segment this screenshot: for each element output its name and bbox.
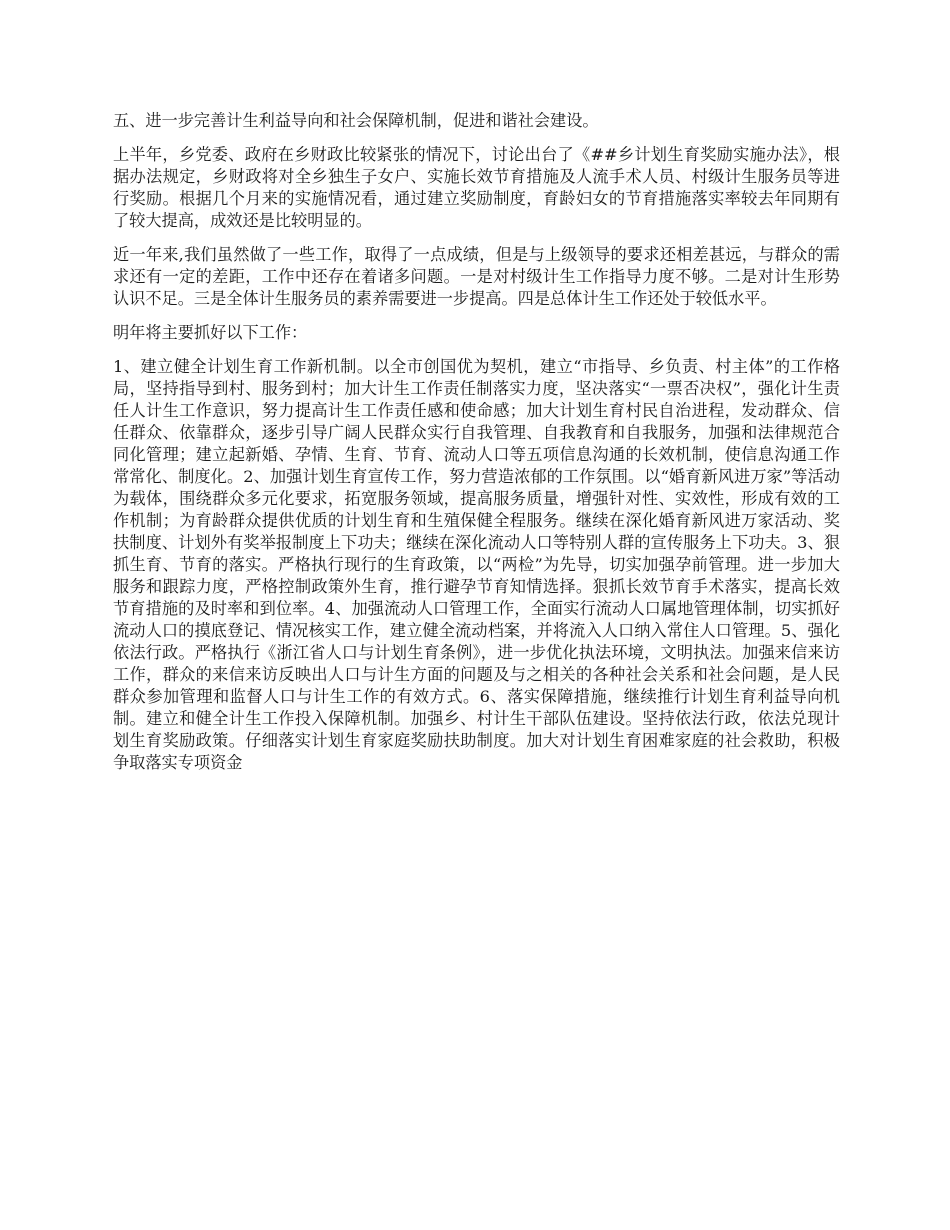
document-body xyxy=(113,110,840,786)
paragraph-work-plan: 1、建立健全计划生育工作新机制。以全市创国优为契机，建立“市指导、乡负责、村主体”的工作格局，坚持指导到村、服务到村；加大计生工作责任制落实力度，坚决落实“一票否决权”，强化计生责任人计生工作意识，努力提高计生工作责任感和使命感；加大计划生育村民自治进程，发动群众、信任群众、依靠群众，逐步引导广阔人民群众实行自我管理、自我教育和自我服务，加强和法律规范合同化管理；建立起新婚、孕情、生育、节育、流动人口等五项信息沟通的长效机制，使信息沟通工作常常化、制度化。2、加强计划生育宣传工作，努力营造浓郁的工作氛围。以“婚育新风进万家”等活动为载体，围绕群众多元化要求，拓宽服务领域，提高服务质量，增强针对性、实效性，形成有效的工作机制；为育龄群众提供优质的计划生育和生殖保健全程服务。继续在深化婚育新风进万家活动、奖扶制度、计划外有奖举报制度上下功夫；继续在深化流动人口等特别人群的宣传服务上下功夫。3、狠抓生育、节育的落实。严格执行现行的生育政策，以“两检”为先导，切实加强孕前管理。进一步加大服务和跟踪力度，严格控制政策外生育，推行避孕节育知情选择。狠抓长效节育手术落实，提高长效节育措施的及时率和到位率。4、加强流动人口管理工作，全面实行流动人口属地管理体制，切实抓好流动人口的摸底登记、情况核实工作，建立健全流动档案，并将流入人口纳入常住人口管理。5、强化依法行政。严格执行《浙江省人口与计划生育条例》，进一步优化执法环境，文明执法。加强来信来访工作，群众的来信来访反映出人口与计生方面的问题及与之相关的各种社会关系和社会问题，是人民群众参加管理和监督人口与计生工作的有效方式。6、落实保障措施，继续推行计划生育利益导向机制。建立和健全计生工作投入保障机制。加强乡、村计生干部队伍建设。坚持依法行政，依法兑现计划生育奖励政策。仔细落实计划生育家庭奖励扶助制度。加大对计划生育困难家庭的社会救助，积极争取落实专项资金 xyxy=(113,357,840,772)
paragraph-problems: 近一年来,我们虽然做了一些工作，取得了一点成绩，但是与上级领导的要求还相差甚远，与群众的需求还有一定的差距，工作中还存在着诸多问题。一是对村级计生工作指导力度不够。二是对计生形势认识不足。三是全体计生服务员的素养需要进一步提高。四是总体计生工作还处于较低水平。 xyxy=(113,245,840,308)
section-heading: 五、进一步完善计生利益导向和社会保障机制，促进和谐社会建设。 xyxy=(113,111,599,130)
paragraph-next-year-intro: 明年将主要抓好以下工作： xyxy=(113,323,308,342)
paragraph-first-half-year: 上半年，乡党委、政府在乡财政比较紧张的情况下，讨论出台了《##乡计划生育奖励实施办法》，根据办法规定，乡财政将对全乡独生子女户、实施长效节育措施及人流手术人员、村级计生服务员等进行奖励。根据几个月来的实施情况看，通过建立奖励制度，育龄妇女的节育措施落实率较去年同期有了较大提高，成效还是比较明显的。 xyxy=(113,145,840,230)
